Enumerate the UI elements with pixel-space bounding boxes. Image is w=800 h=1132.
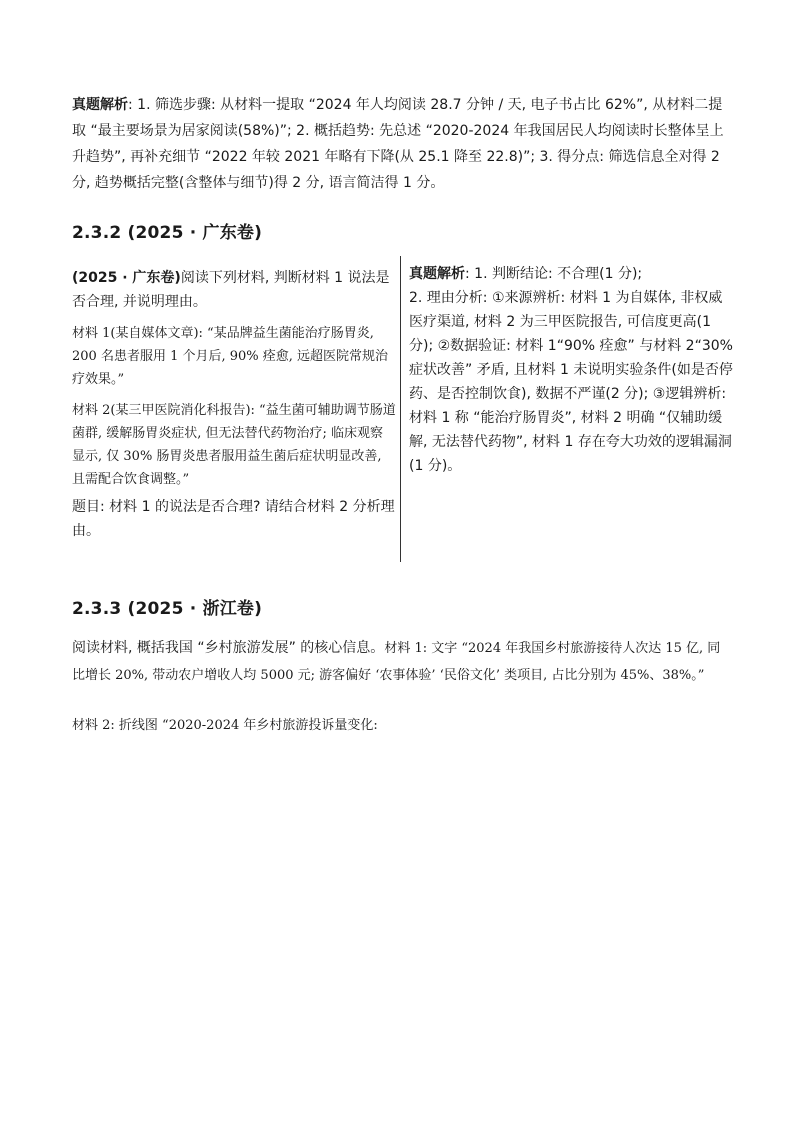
- answer-label: 真题解析: [409, 266, 465, 282]
- zhejiang-material-1: 材料 1: 文字 “2024 年我国乡村旅游接待人次达 15 亿, 同比增长 20%, 带动农户增收人均 5000 元; 游客偏好 ‘农事体验’ ‘民俗文化’ 类项目, 占比分别为 45%、38%。”: [72, 641, 721, 683]
- section-heading-zhejiang: 2.3.3 (2025 · 浙江卷): [72, 599, 263, 619]
- column-divider: [400, 256, 401, 562]
- zhejiang-lead: 阅读材料, 概括我国 “乡村旅游发展” 的核心信息。: [72, 640, 385, 656]
- zhejiang-material-2: 材料 2: 折线图 “2020-2024 年乡村旅游投诉量变化:: [72, 718, 378, 733]
- answer-reasons: 2. 理由分析: ①来源辨析: 材料 1 为自媒体, 非权威医疗渠道, 材料 2 为三甲医院报告, 可信度更高(1 分); ②数据验证: 材料 1“90% 痊愈” 与材料 2“30% 症状改善” 矛盾, 且材料 1 未说明实验条件(如是否停药、是否控制饮食), 数据不严谨(2 分); ③逻辑辨析: 材料 1 称 “能治疗肠胃炎”, 材料 2 明确 “仅辅助缓解, 无法替代药物”, 材料 1 存在夸大功效的逻辑漏洞(1 分)。: [409, 290, 733, 474]
- question-intro: [72, 266, 396, 314]
- intro-label: 真题解析: [72, 97, 128, 113]
- answer-conclusion: [409, 262, 733, 286]
- question-tag: (2025 · 广东卷): [72, 270, 181, 286]
- intro-paragraph: [72, 92, 732, 196]
- answer-line1: : 1. 判断结论: 不合理(1 分);: [465, 266, 643, 282]
- section-heading-guangdong: 2.3.2 (2025 · 广东卷): [72, 223, 263, 243]
- intro-text: : 1. 筛选步骤: 从材料一提取 “2024 年人均阅读 28.7 分钟 / 天, 电子书占比 62%”, 从材料二提取 “最主要场景为居家阅读(58%)”; 2. 概括趋势: 先总述 “2020-2024 年我国居民人均阅读时长整体呈上升趋势”, 再补充细节 “2022 年较 2021 年略有下降(从 25.1 降至 22.8)”; 3. 得分点: 筛选信息全对得 2 分, 趋势概括完整(含整体与细节)得 2 分, 语言简洁得 1 分。: [72, 97, 724, 191]
- question-prompt: 题目: 材料 1 的说法是否合理? 请结合材料 2 分析理由。: [72, 499, 395, 539]
- question-text: 阅读下列材料, 判断材料 1 说法是否合理, 并说明理由。: [72, 270, 390, 310]
- answer-column: [409, 262, 733, 478]
- material-1: 材料 1(某自媒体文章): “某品牌益生菌能治疗肠胃炎, 200 名患者服用 1 个月后, 90% 痊愈, 远超医院常规治疗效果。”: [72, 326, 389, 387]
- question-column: [72, 266, 396, 543]
- zhejiang-paragraph: [72, 634, 732, 688]
- material-2: 材料 2(某三甲医院消化科报告): “益生菌可辅助调节肠道菌群, 缓解肠胃炎症状, 但无法替代药物治疗; 临床观察显示, 仅 30% 肠胃炎患者服用益生菌后症状明显改善, 且需配合饮食调整。”: [72, 403, 396, 487]
